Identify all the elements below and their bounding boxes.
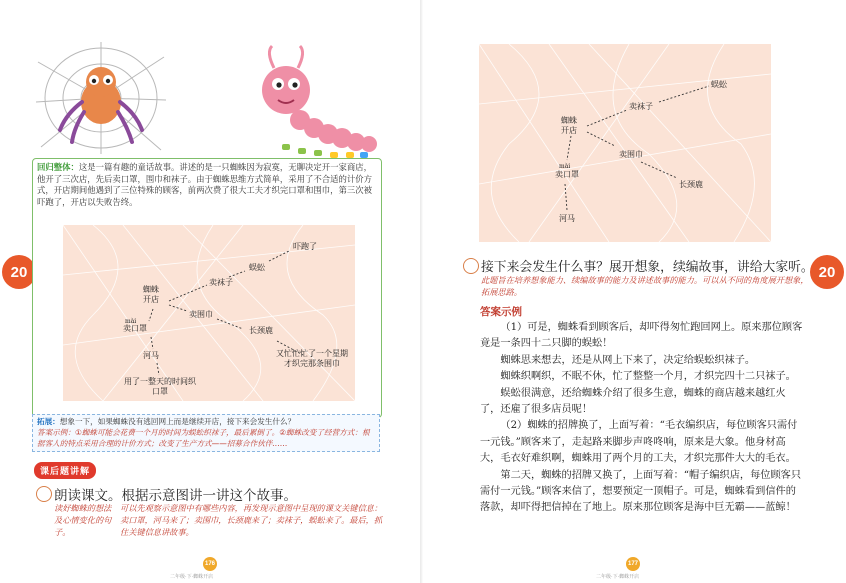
answer-paragraphs bbox=[480, 320, 803, 517]
task-title-right: 接下来会发生什么事？展开想象，续编故事，讲给大家听。 bbox=[481, 260, 814, 275]
answer-paragraph: 蜘蛛织啊织，不眠不休，忙了整整一个月，才织完四十二只袜子。 bbox=[500, 371, 796, 383]
centipede-illustration bbox=[252, 44, 382, 160]
web-lines-right bbox=[479, 44, 771, 242]
summary-tag: 回归整体： bbox=[37, 162, 79, 172]
customer-giraffe: 长颈鹿 bbox=[249, 326, 273, 335]
footer-text-right: 二年级·下·蜘蛛开店 bbox=[596, 574, 640, 580]
result-scarf: 又忙忙忙了一个星期才织完那条围巾 bbox=[276, 349, 348, 368]
customer-hippo: 河马 bbox=[143, 351, 159, 360]
task-tip-right: 此题旨在培养想象能力、续编故事的能力及讲述故事的能力。可以从不同的角度展开想象，拓展思路。 bbox=[481, 275, 809, 297]
branch-scarf-right: 卖围巾 bbox=[619, 150, 643, 159]
answer-paragraph: （2）蜘蛛的招牌换了，上面写着：“毛衣编织店，每位顾客只需付一元钱。”顾客来了，走起路来脚步声咚咚响，原来是大象。他身材高大，毛衣好难织啊，蜘蛛用了两个月的工夫，才织完那件大大的毛衣。 bbox=[480, 420, 798, 465]
page-number-right: 177 bbox=[626, 557, 640, 571]
customer-giraffe-right: 长颈鹿 bbox=[679, 180, 703, 189]
read-icon-right bbox=[463, 258, 479, 274]
diagram-center-right: 蜘蛛 开店 bbox=[561, 116, 577, 135]
spider-illustration bbox=[36, 42, 166, 154]
branch-mask-right: 卖口罩 bbox=[555, 170, 579, 179]
result-scared: 吓跑了 bbox=[293, 242, 317, 251]
extension-question: 想象一下，如果蜘蛛没有逃回网上而是继续开店，接下来会发生什么？ bbox=[59, 417, 296, 426]
footer-text: 二年级·下·蜘蛛开店 bbox=[170, 574, 214, 580]
customer-centipede: 蜈蚣 bbox=[249, 263, 265, 272]
task-title: 朗读课文。根据示意图讲一讲这个故事。 bbox=[54, 488, 297, 504]
pinyin-mai-right: mài bbox=[559, 163, 571, 170]
page-number: 176 bbox=[203, 557, 217, 571]
extension-box bbox=[32, 414, 380, 452]
tip-left: 读好蜘蛛的想法及心情变化的句子。 bbox=[54, 503, 112, 537]
summary-box bbox=[32, 158, 382, 418]
extension-tag: 拓展： bbox=[37, 417, 60, 426]
branch-scarf: 卖围巾 bbox=[189, 310, 213, 319]
branch-socks: 卖袜子 bbox=[209, 278, 233, 287]
tip-right: 可以先观察示意图中有哪些内容，再发现示意图中呈现的课文关键信息：卖口罩，河马来了；卖围巾，长颈鹿来了；卖袜子，蜈蚣来了。最后，抓住关键信息讲故事。 bbox=[120, 503, 383, 537]
branch-mask: 卖口罩 bbox=[123, 324, 147, 333]
diagram-center: 蜘蛛 开店 bbox=[143, 285, 159, 304]
story-diagram-right bbox=[479, 44, 771, 242]
customer-centipede-right: 蜈蚣 bbox=[711, 80, 727, 89]
read-icon bbox=[36, 486, 52, 502]
answer-paragraph: 蜈蚣很满意，还给蜘蛛介绍了很多生意，蜘蛛的商店越来越红火了，还雇了很多店员呢！ bbox=[480, 387, 786, 416]
answer-paragraph: 蜘蛛思来想去，还是从网上下来了，决定给蜈蚣织袜子。 bbox=[500, 354, 756, 366]
answer-paragraph: （1）可是，蜘蛛看到顾客后，却吓得匆忙跑回网上。原来那位顾客竟是一条四十二只脚的蜈蚣！ bbox=[480, 322, 803, 350]
answer-paragraph: 第二天，蜘蛛的招牌又换了，上面写着：“帽子编织店，每位顾客只需付一元钱。”顾客来信了，想要预定一顶帽子。可是，蜘蛛看到信件的落款，却吓得把信掉在了地上。原来那位顾客是海中巨无霸——蓝鲸！ bbox=[480, 469, 802, 514]
customer-hippo-right: 河马 bbox=[559, 214, 575, 223]
lesson-number-badge-right: 20 bbox=[810, 255, 844, 289]
result-mask: 用了一整天的时间织口罩 bbox=[124, 377, 196, 396]
branch-socks-right: 卖袜子 bbox=[629, 102, 653, 111]
pinyin-mai: mài bbox=[125, 318, 137, 325]
answer-title: 答案示例 bbox=[480, 306, 522, 318]
extension-answer: 答案示例：①蜘蛛可能会花费一个月的时间为蜈蚣织袜子，最后累倒了。②蜘蛛改变了经营方式：根据客人的特点采用合理的计价方式；改变了生产方式——招募合作伙伴…… bbox=[37, 428, 370, 448]
summary-body: 这是一篇有趣的童话故事。讲述的是一只蜘蛛因为寂寞，无聊决定开一家商店，他开了三次店，先后卖口罩，围巾和袜子。由于蜘蛛思维方式简单，采用了不合适的计价方式，开店期间他遇到了三位特殊的顾客，前两次费了很大工夫才织完口罩和围巾，第三次被吓跑了，开店以失败告终。 bbox=[37, 162, 372, 207]
section-ribbon: 课后题讲解 bbox=[34, 462, 96, 479]
summary-text bbox=[37, 162, 375, 208]
story-diagram bbox=[63, 225, 355, 401]
lesson-number-badge: 20 bbox=[2, 255, 36, 289]
